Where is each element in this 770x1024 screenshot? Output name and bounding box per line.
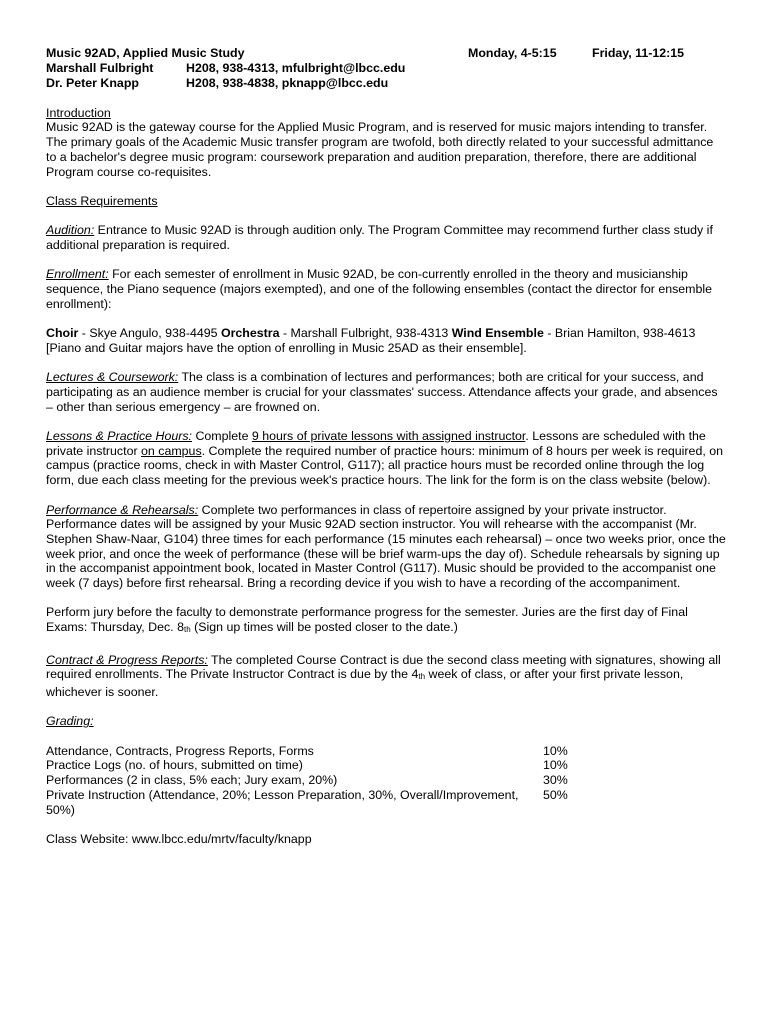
- grading-row-percent: 10%: [543, 758, 568, 773]
- intro-heading: Introduction: [46, 105, 111, 120]
- enrollment-label: Enrollment:: [46, 267, 109, 282]
- header-row-3: [46, 76, 726, 91]
- schedule-monday: Monday, 4-5:15: [468, 46, 557, 60]
- grading-heading: Grading:: [46, 714, 94, 729]
- grading-row: [46, 744, 583, 759]
- grading-row-label: Performances (2 in class, 5% each; Jury exam, 20%): [46, 773, 338, 788]
- ensembles-paragraph: Choir - Skye Angulo, 938-4495 Orchestra - Marshall Fulbright, 938-4313 Wind Ensemble - Brian Hamilton, 938-4613 [Piano and Guitar majors have the option of enrolling in Music 25AD as their ensemble].: [46, 326, 696, 355]
- grading-row: [46, 788, 583, 817]
- instructor-2-contact: H208, 938-4838, pknapp@lbcc.edu: [186, 76, 389, 90]
- instructor-2-name: Dr. Peter Knapp: [46, 76, 139, 90]
- lessons-paragraph: Lessons & Practice Hours: Complete 9 hours of private lessons with assigned instructor. Lessons are scheduled with the private instructor on campus. Complete the required number of practice hours: minimum of 8 hours per week is required, on campus (practice rooms, check in with Master Control, G117); all practice hours must be recorded online through the log form, due each class meeting for the previous week's practice hours. The link for the form is on the class website (below).: [46, 429, 724, 488]
- grading-row-label: Attendance, Contracts, Progress Reports, Forms: [46, 743, 314, 758]
- class-website: Class Website: www.lbcc.edu/mrtv/faculty/knapp: [46, 831, 312, 846]
- audition-paragraph: Audition: Entrance to Music 92AD is through audition only. The Program Committee may recommend further class study if additional preparation is required.: [46, 223, 713, 252]
- schedule-friday: Friday, 11-12:15: [592, 46, 685, 60]
- grading-row-percent: 30%: [543, 773, 568, 788]
- contract-label: Contract & Progress Reports:: [46, 652, 208, 667]
- lectures-paragraph: Lectures & Coursework: The class is a combination of lectures and performances; both are critical for your success, and participating as an audience member is crucial for your classmates' success. Attendance affects your grade, and absences – other than serious emergency – are frowned on.: [46, 370, 718, 414]
- performance-label: Performance & Rehearsals:: [46, 502, 199, 517]
- syllabus-page: [46, 46, 726, 847]
- grading-row: [46, 758, 583, 773]
- instructor-1-contact: H208, 938-4313, mfulbright@lbcc.edu: [186, 61, 406, 75]
- audition-label: Audition:: [46, 223, 95, 238]
- grading-row-percent: 50%: [543, 787, 568, 802]
- grading-table: [46, 744, 583, 818]
- lessons-label: Lessons & Practice Hours:: [46, 429, 192, 444]
- lectures-label: Lectures & Coursework:: [46, 370, 179, 385]
- header-row-1: [46, 46, 726, 61]
- requirements-heading: Class Requirements: [46, 193, 158, 208]
- grading-row-percent: 10%: [543, 743, 568, 758]
- grading-row: [46, 773, 583, 788]
- instructor-1-name: Marshall Fulbright: [46, 61, 154, 75]
- contract-paragraph: Contract & Progress Reports: The completed Course Contract is due the second class meeting with signatures, showing all required enrollments. The Private Instructor Contract is due by the $4_{th}$ week of class, or after your first private lesson, whichever is sooner.: [46, 652, 721, 699]
- jury-paragraph: Perform jury before the faculty to demonstrate performance progress for the semester. Juries are the first day of Final Exams: Thursday, Dec. $8_{th}$ (Sign up times will be posted closer to the date.): [46, 605, 688, 635]
- enrollment-paragraph: Enrollment: For each semester of enrollment in Music 92AD, be con-currently enrolled in the theory and musicianship sequence, the Piano sequence (majors exempted), and one of the following ensembles (contact the director for ensemble enrollment):: [46, 267, 713, 311]
- course-title: Music 92AD, Applied Music Study: [46, 46, 245, 60]
- intro-text: Music 92AD is the gateway course for the Applied Music Program, and is reserved for music majors intending to transfer. The primary goals of the Academic Music transfer program are twofold, both directly related to your successful admittance to a bachelor's degree music program: coursework preparation and audition preparation, therefore, there are additional Program course co-requisites.: [46, 120, 714, 179]
- performance-paragraph: Performance & Rehearsals: Complete two performances in class of repertoire assigned by your private instructor. Performance dates will be assigned by your Music 92AD section instructor. You will rehearse with the accompanist (Mr. Stephen Shaw-Naar, G104) three times for each performance (15 minutes each rehearsal) – once two weeks prior, once the week prior, and once the week of performance (these will be brief warm-ups the day of). Schedule rehearsals by signing up in the accompanist appointment book, located in Master Control (G117). Music should be provided to the accompanist one week (7 days) before first rehearsal. Bring a recording device if you wish to have a recording of the accompaniment.: [46, 502, 726, 591]
- grading-row-label: Private Instruction (Attendance, 20%; Lesson Preparation, 30%, Overall/Improvement, 50%): [46, 787, 519, 817]
- header-row-2: [46, 61, 726, 76]
- grading-row-label: Practice Logs (no. of hours, submitted on time): [46, 758, 303, 773]
